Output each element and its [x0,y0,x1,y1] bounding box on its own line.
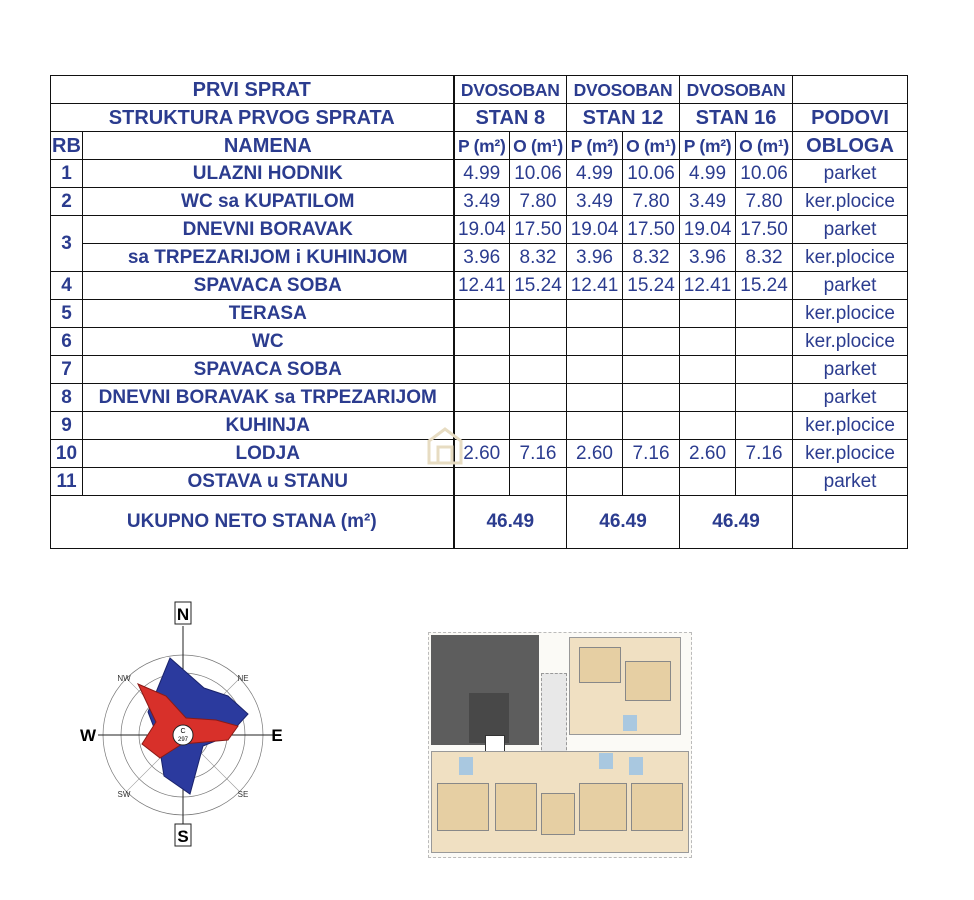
perimeter-header: O (m¹) [623,132,680,160]
perimeter-value: 7.80 [510,188,567,216]
row-number: 3 [51,216,83,272]
area-header: P (m²) [454,132,510,160]
floor-finish: ker.plocice [793,328,908,356]
row-number: 2 [51,188,83,216]
empty-cell [736,328,793,356]
perimeter-value: 10.06 [623,160,680,188]
room-name: OSTAVA u STANU [83,468,454,496]
floor-finish: parket [793,468,908,496]
floor-finish: parket [793,160,908,188]
row-number: 10 [51,440,83,468]
table-row [51,468,908,496]
apartment-name: STAN 8 [454,104,567,132]
perimeter-value: 7.16 [510,440,567,468]
empty-cell [793,496,908,549]
table-row [51,244,908,272]
floor-plan-image [428,632,692,858]
perimeter-value: 15.24 [736,272,793,300]
area-value: 2.60 [680,440,736,468]
room-name: KUHINJA [83,412,454,440]
floor-finish: ker.plocice [793,188,908,216]
empty-cell [793,76,908,104]
apartment-name: STAN 16 [680,104,793,132]
empty-cell [567,356,623,384]
table-row [51,412,908,440]
empty-cell [510,328,567,356]
perimeter-value: 15.24 [510,272,567,300]
total-value: 46.49 [567,496,680,549]
empty-cell [510,468,567,496]
room-schedule-table [50,75,908,549]
area-value: 3.96 [567,244,623,272]
area-value: 3.96 [680,244,736,272]
apartment-type: DVOSOBAN [680,76,793,104]
row-number: 4 [51,272,83,300]
empty-cell [680,412,736,440]
empty-cell [567,300,623,328]
area-value: 19.04 [454,216,510,244]
compass-center-value: 297 [177,737,189,743]
empty-cell [736,412,793,440]
compass-south: S [177,827,189,846]
area-value: 12.41 [454,272,510,300]
empty-cell [680,384,736,412]
compass-se: SE [237,790,249,799]
table-row [51,356,908,384]
table-row [51,272,908,300]
empty-cell [454,384,510,412]
row-number: 1 [51,160,83,188]
empty-cell [623,356,680,384]
perimeter-value: 10.06 [736,160,793,188]
perimeter-value: 10.06 [510,160,567,188]
plan-room [437,783,489,831]
podovi-header: PODOVI [793,104,908,132]
compass-west: W [79,726,97,745]
perimeter-header: O (m¹) [736,132,793,160]
total-value: 46.49 [680,496,793,549]
apartment-type: DVOSOBAN [567,76,680,104]
floor-finish: parket [793,272,908,300]
empty-cell [567,328,623,356]
empty-cell [454,356,510,384]
plan-room [495,783,537,831]
empty-cell [680,468,736,496]
compass-center-label: C [180,728,186,735]
room-name: TERASA [83,300,454,328]
empty-cell [736,300,793,328]
area-value: 3.49 [567,188,623,216]
compass-sw: SW [117,790,131,799]
empty-cell [623,468,680,496]
area-value: 19.04 [567,216,623,244]
floor-finish: parket [793,384,908,412]
table-row [51,300,908,328]
area-value: 2.60 [567,440,623,468]
table-row [51,328,908,356]
perimeter-value: 8.32 [623,244,680,272]
area-value: 12.41 [567,272,623,300]
area-value: 4.99 [567,160,623,188]
area-value: 3.96 [454,244,510,272]
total-row [51,496,908,549]
plan-room [631,783,683,831]
row-number: 11 [51,468,83,496]
room-name: WC sa KUPATILOM [83,188,454,216]
floor-finish: ker.plocice [793,440,908,468]
empty-cell [510,356,567,384]
empty-cell [623,384,680,412]
compass-ne: NE [237,674,249,683]
area-value: 3.49 [454,188,510,216]
room-name: SPAVACA SOBA [83,356,454,384]
empty-cell [567,468,623,496]
empty-cell [510,384,567,412]
perimeter-value: 7.80 [736,188,793,216]
area-header: P (m²) [680,132,736,160]
plan-room [579,783,627,831]
room-name: ULAZNI HODNIK [83,160,454,188]
obloga-header: OBLOGA [793,132,908,160]
empty-cell [680,356,736,384]
plan-bathroom [599,753,613,769]
area-value: 4.99 [454,160,510,188]
empty-cell [567,412,623,440]
rb-header: RB [51,132,83,160]
perimeter-value: 8.32 [510,244,567,272]
area-value: 12.41 [680,272,736,300]
namena-header: NAMENA [83,132,454,160]
compass-nw: NW [117,674,131,683]
perimeter-header: O (m¹) [510,132,567,160]
empty-cell [510,412,567,440]
area-value: 19.04 [680,216,736,244]
apartment-name: STAN 12 [567,104,680,132]
empty-cell [510,300,567,328]
empty-cell [736,356,793,384]
empty-cell [623,300,680,328]
perimeter-value: 15.24 [623,272,680,300]
perimeter-value: 8.32 [736,244,793,272]
row-number: 9 [51,412,83,440]
area-value: 4.99 [680,160,736,188]
apartment-type: DVOSOBAN [454,76,567,104]
plan-bathroom [623,715,637,731]
empty-cell [454,300,510,328]
table-row [51,160,908,188]
room-schedule [50,75,907,550]
compass-east: E [271,726,283,745]
floor-finish: ker.plocice [793,412,908,440]
floor-title: PRVI SPRAT [51,76,454,104]
plan-bathroom [629,757,643,775]
floor-finish: ker.plocice [793,300,908,328]
empty-cell [623,328,680,356]
perimeter-value: 17.50 [510,216,567,244]
plan-bathroom [459,757,473,775]
plan-room [579,647,621,683]
empty-cell [680,328,736,356]
table-row [51,188,908,216]
perimeter-value: 7.16 [736,440,793,468]
floor-finish: ker.plocice [793,244,908,272]
row-number: 7 [51,356,83,384]
total-value: 46.49 [454,496,567,549]
table-row [51,216,908,244]
empty-cell [454,468,510,496]
area-value: 3.49 [680,188,736,216]
area-value: 2.60 [454,440,510,468]
row-number: 6 [51,328,83,356]
empty-cell [567,384,623,412]
area-header: P (m²) [567,132,623,160]
room-name-continued: sa TRPEZARIJOM i KUHINJOM [83,244,454,272]
empty-cell [623,412,680,440]
row-number: 8 [51,384,83,412]
table-row [51,384,908,412]
room-name: LODJA [83,440,454,468]
empty-cell [736,384,793,412]
room-name: WC [83,328,454,356]
floor-finish: parket [793,356,908,384]
perimeter-value: 7.80 [623,188,680,216]
compass-north: N [176,605,190,624]
room-name: DNEVNI BORAVAK sa TRPEZARIJOM [83,384,454,412]
floor-finish: parket [793,216,908,244]
room-name: DNEVNI BORAVAK [83,216,454,244]
room-name: SPAVACA SOBA [83,272,454,300]
watermark-logo [425,423,465,467]
empty-cell [680,300,736,328]
plan-room [541,793,575,835]
structure-title: STRUKTURA PRVOG SPRATA [51,104,454,132]
wind-rose-diagram [78,598,288,850]
empty-cell [736,468,793,496]
perimeter-value: 17.50 [736,216,793,244]
total-label: UKUPNO NETO STANA (m²) [51,496,454,549]
table-row [51,440,908,468]
plan-room [625,661,671,701]
perimeter-value: 7.16 [623,440,680,468]
perimeter-value: 17.50 [623,216,680,244]
plan-stairs [541,673,567,755]
row-number: 5 [51,300,83,328]
empty-cell [454,328,510,356]
